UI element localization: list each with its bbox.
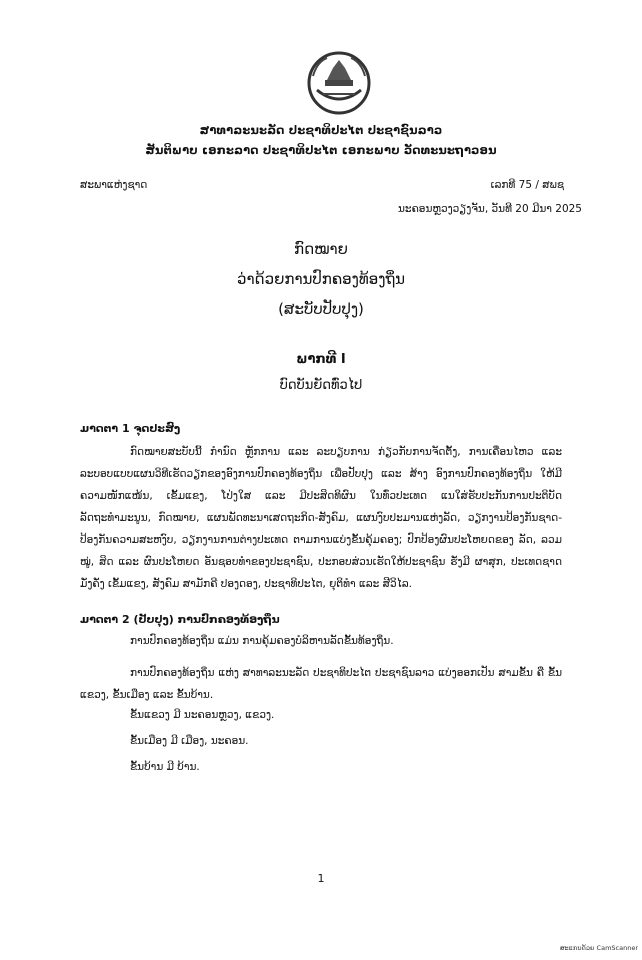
article-1-text: ກົດໝາຍສະບັບນີ້ ກຳນົດ ຫຼັກການ ແລະ ລະບຽບການ ກ່ຽວກັບການຈັດຕັ້ງ, ການເຄື່ອນໄຫວ ແລະ ລະບອບແບບແຜນວິທີເຮັດວຽກຂອງອົງການປົກຄອງທ້ອງຖິ່ນ ເພື່ອປັບປຸງ ແລະ ສ້າງ ອົງການປົກຄອງທ້ອງຖິ່ນ ໃຫ້ມີຄວາມໜັກແໜ້ນ, ເຂັ້ມແຂງ, ໂປ່ງໃສ ແລະ ມີປະສິດທິຜົນ ໃນທົ່ວປະເທດ ແນໃສ່ຮັບປະກັນການປະຕິບັດ ລັດຖະທຳມະນູນ, ກົດໝາຍ, ແຜນພັດທະນາເສດຖະກິດ-ສັງຄົມ, ແຜນງົບປະມານແຫ່ງລັດ, ວຽກງານປ້ອງກັນຊາດ-ປ້ອງກັນຄວາມສະຫງົບ, ວຽກງານການຕ່າງປະເທດ ຕາມການແບ່ງຂັ້ນຄຸ້ມຄອງ; ປົກປ້ອງຜົນປະໂຫຍດຂອງ ລັດ, ລວມໝູ່, ສິດ ແລະ ຜົນປະໂຫຍດ ອັນຊອບທຳຂອງປະຊາຊົນ, ປະກອບສ່ວນເຮັດໃຫ້ປະຊາຊົນ ຮັ່ງມີ ຜາສຸກ, ປະເທດຊາດ ມັ່ງຄັ່ງ ເຂັ້ມແຂງ, ສັງຄົມ ສາມັກຄີ ປອງດອງ, ປະຊາທິປະໄຕ, ຍຸຕິທຳ ແລະ ສີວິໄລ. — [80, 446, 562, 590]
issuing-body: ສະພາແຫ່ງຊາດ — [80, 179, 148, 191]
page-number: 1 — [317, 872, 325, 885]
doc-title-type: ກົດໝາຍ — [294, 240, 348, 258]
article-1-heading: ມາດຕາ 1 ຈຸດປະສົງ — [80, 422, 181, 435]
part-heading: ພາກທີ I — [296, 352, 346, 367]
document-number: ເລກທີ 75 / ສພຊ — [490, 179, 564, 191]
doc-title: ວ່າດ້ວຍການປົກຄອງທ້ອງຖິ່ນ — [236, 270, 406, 288]
place-and-date: ນະຄອນຫຼວງວຽງຈັນ, ວັນທີ 20 ມີນາ 2025 — [398, 203, 582, 215]
article-2-line-3: ຂັ້ນແຂວງ ມີ ນະຄອນຫຼວງ, ແຂວງ. — [130, 709, 275, 721]
national-emblem-icon — [303, 50, 375, 116]
article-2-line-1: ການປົກຄອງທ້ອງຖິ່ນ ແມ່ນ ການຄຸ້ມຄອງບໍລິຫານລັດຂັ້ນທ້ອງຖິ່ນ. — [130, 635, 394, 647]
scanner-watermark: ສະແກນດ້ວຍ CamScanner — [559, 944, 638, 952]
article-2-line-5: ຂັ້ນບ້ານ ມີ ບ້ານ. — [130, 761, 200, 773]
article-2-line-4: ຂັ້ນເມືອງ ມີ ເມືອງ, ນະຄອນ. — [130, 735, 249, 747]
article-2-heading: ມາດຕາ 2 (ປັບປຸງ) ການປົກຄອງທ້ອງຖິ່ນ — [80, 613, 280, 626]
doc-title-edition: (ສະບັບປັບປຸງ) — [278, 300, 364, 318]
country-name: ສາທາລະນະລັດ ປະຊາທິປະໄຕ ປະຊາຊົນລາວ — [199, 123, 443, 137]
article-2-line-2: ການປົກຄອງທ້ອງຖິ່ນ ແຫ່ງ ສາທາລະນະລັດ ປະຊາທິປະໄຕ ປະຊາຊົນລາວ ແບ່ງອອກເປັນ ສາມຂັ້ນ ຄື ຂັ້ນແຂວງ, ຂັ້ນເມືອງ ແລະ ຂັ້ນບ້ານ. — [80, 667, 562, 701]
part-subtitle: ບົດບັນຍັດທົ່ວໄປ — [279, 378, 363, 393]
national-motto: ສັນຕິພາບ ເອກະລາດ ປະຊາທິປະໄຕ ເອກະພາບ ວັດທະນະຖາວອນ — [145, 143, 497, 157]
